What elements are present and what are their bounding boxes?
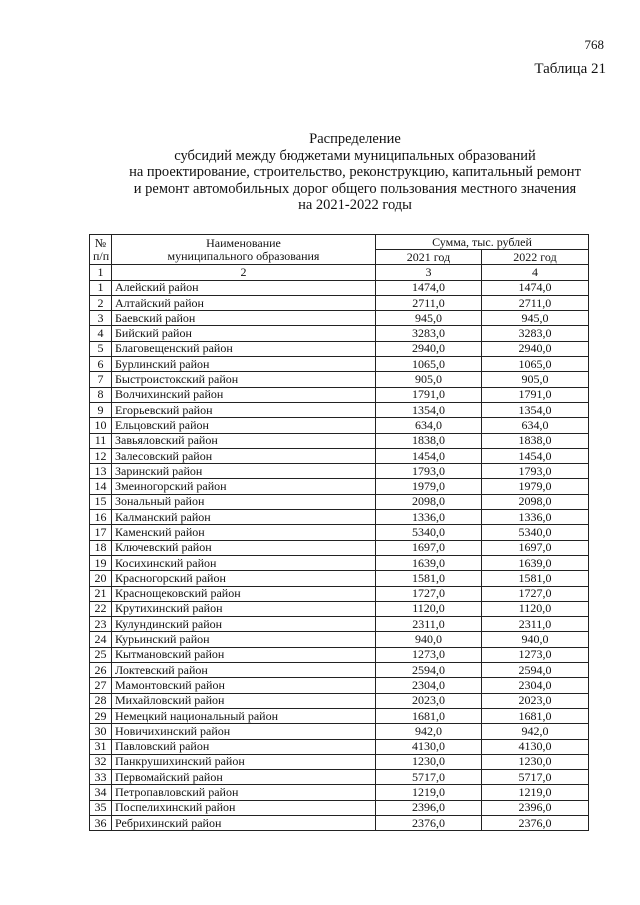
- table-row: [90, 601, 589, 616]
- row-number: 14: [90, 479, 112, 494]
- row-number: 15: [90, 494, 112, 509]
- amount-2021: 1697,0: [376, 540, 482, 555]
- title-line: на 2021-2022 годы: [298, 197, 412, 213]
- amount-2022: 2594,0: [482, 663, 589, 678]
- municipality-name: Михайловский район: [112, 693, 376, 708]
- table-row: [90, 295, 589, 310]
- amount-2022: 2098,0: [482, 494, 589, 509]
- row-number: 21: [90, 586, 112, 601]
- amount-2021: 2376,0: [376, 815, 482, 830]
- amount-2022: 1681,0: [482, 708, 589, 723]
- amount-2021: 2304,0: [376, 678, 482, 693]
- row-number: 30: [90, 724, 112, 739]
- amount-2022: 1838,0: [482, 433, 589, 448]
- table-row: [90, 418, 589, 433]
- title-line: Распределение: [309, 131, 401, 147]
- amount-2021: 5717,0: [376, 770, 482, 785]
- municipality-name: Курьинский район: [112, 632, 376, 647]
- subsidy-table: [89, 234, 589, 831]
- row-number: 13: [90, 464, 112, 479]
- table-row: [90, 586, 589, 601]
- table-row: [90, 663, 589, 678]
- row-number: 3: [90, 311, 112, 326]
- amount-2021: 942,0: [376, 724, 482, 739]
- row-number: 28: [90, 693, 112, 708]
- header-name: [112, 235, 376, 265]
- municipality-name: Бийский район: [112, 326, 376, 341]
- municipality-name: Заринский район: [112, 464, 376, 479]
- amount-2022: 1979,0: [482, 479, 589, 494]
- header-number-line2: п/п: [93, 248, 110, 263]
- table-row: [90, 785, 589, 800]
- amount-2022: 2396,0: [482, 800, 589, 815]
- amount-2022: 1581,0: [482, 571, 589, 586]
- amount-2022: 5340,0: [482, 525, 589, 540]
- row-number: 19: [90, 555, 112, 570]
- municipality-name: Благовещенский район: [112, 341, 376, 356]
- table-row: [90, 571, 589, 586]
- amount-2021: 1474,0: [376, 280, 482, 295]
- page-number: 768: [584, 37, 604, 52]
- municipality-name: Павловский район: [112, 739, 376, 754]
- municipality-name: Петропавловский район: [112, 785, 376, 800]
- column-index-1: 1: [90, 265, 112, 280]
- municipality-name: Мамонтовский район: [112, 678, 376, 693]
- amount-2021: 905,0: [376, 372, 482, 387]
- document-title: [90, 131, 620, 214]
- amount-2022: 940,0: [482, 632, 589, 647]
- header-2021: 2021 год: [376, 250, 482, 265]
- table-header: [90, 235, 589, 281]
- municipality-name: Крутихинский район: [112, 601, 376, 616]
- municipality-name: Завьяловский район: [112, 433, 376, 448]
- table-row: [90, 387, 589, 402]
- amount-2021: 940,0: [376, 632, 482, 647]
- column-index-2: 2: [112, 265, 376, 280]
- amount-2022: 3283,0: [482, 326, 589, 341]
- amount-2022: 2940,0: [482, 341, 589, 356]
- table-row: [90, 617, 589, 632]
- municipality-name: Первомайский район: [112, 770, 376, 785]
- amount-2021: 1120,0: [376, 601, 482, 616]
- amount-2021: 3283,0: [376, 326, 482, 341]
- table-row: [90, 525, 589, 540]
- row-number: 27: [90, 678, 112, 693]
- row-number: 17: [90, 525, 112, 540]
- municipality-name: Поспелихинский район: [112, 800, 376, 815]
- title-line: на проектирование, строительство, реконструкцию, капитальный ремонт: [129, 164, 581, 180]
- table-row: [90, 433, 589, 448]
- amount-2022: 2304,0: [482, 678, 589, 693]
- amount-2022: 942,0: [482, 724, 589, 739]
- amount-2021: 1979,0: [376, 479, 482, 494]
- amount-2021: 1454,0: [376, 448, 482, 463]
- row-number: 26: [90, 663, 112, 678]
- header-name-line1: Наименование: [206, 235, 281, 250]
- amount-2021: 1581,0: [376, 571, 482, 586]
- column-index-3: 3: [376, 265, 482, 280]
- amount-2022: 1454,0: [482, 448, 589, 463]
- row-number: 24: [90, 632, 112, 647]
- municipality-name: Бурлинский район: [112, 357, 376, 372]
- municipality-name: Немецкий национальный район: [112, 708, 376, 723]
- table-row: [90, 739, 589, 754]
- row-number: 16: [90, 510, 112, 525]
- amount-2022: 1120,0: [482, 601, 589, 616]
- municipality-name: Залесовский район: [112, 448, 376, 463]
- table-row: [90, 770, 589, 785]
- amount-2022: 1065,0: [482, 357, 589, 372]
- municipality-name: Егорьевский район: [112, 402, 376, 417]
- municipality-name: Зональный район: [112, 494, 376, 509]
- municipality-name: Алтайский район: [112, 295, 376, 310]
- column-index-4: 4: [482, 265, 589, 280]
- table-body: [90, 280, 589, 831]
- row-number: 29: [90, 708, 112, 723]
- amount-2022: 2311,0: [482, 617, 589, 632]
- amount-2021: 5340,0: [376, 525, 482, 540]
- municipality-name: Ребрихинский район: [112, 815, 376, 830]
- municipality-name: Быстроистокский район: [112, 372, 376, 387]
- row-number: 31: [90, 739, 112, 754]
- header-2022: 2022 год: [482, 250, 589, 265]
- table-row: [90, 341, 589, 356]
- municipality-name: Краснощековский район: [112, 586, 376, 601]
- row-number: 12: [90, 448, 112, 463]
- row-number: 35: [90, 800, 112, 815]
- amount-2021: 2311,0: [376, 617, 482, 632]
- row-number: 10: [90, 418, 112, 433]
- table-row: [90, 724, 589, 739]
- row-number: 20: [90, 571, 112, 586]
- amount-2021: 1230,0: [376, 754, 482, 769]
- amount-2021: 2023,0: [376, 693, 482, 708]
- municipality-name: Кулундинский район: [112, 617, 376, 632]
- amount-2021: 1793,0: [376, 464, 482, 479]
- municipality-name: Новичихинский район: [112, 724, 376, 739]
- row-number: 5: [90, 341, 112, 356]
- table-row: [90, 464, 589, 479]
- amount-2021: 1354,0: [376, 402, 482, 417]
- amount-2022: 1354,0: [482, 402, 589, 417]
- municipality-name: Каменский район: [112, 525, 376, 540]
- row-number: 8: [90, 387, 112, 402]
- table-row: [90, 372, 589, 387]
- amount-2022: 634,0: [482, 418, 589, 433]
- amount-2022: 1793,0: [482, 464, 589, 479]
- row-number: 32: [90, 754, 112, 769]
- municipality-name: Калманский район: [112, 510, 376, 525]
- amount-2021: 634,0: [376, 418, 482, 433]
- table-row: [90, 540, 589, 555]
- row-number: 1: [90, 280, 112, 295]
- row-number: 18: [90, 540, 112, 555]
- amount-2022: 1474,0: [482, 280, 589, 295]
- amount-2022: 2023,0: [482, 693, 589, 708]
- amount-2022: 945,0: [482, 311, 589, 326]
- amount-2022: 1336,0: [482, 510, 589, 525]
- row-number: 25: [90, 647, 112, 662]
- amount-2021: 1273,0: [376, 647, 482, 662]
- amount-2022: 2376,0: [482, 815, 589, 830]
- row-number: 34: [90, 785, 112, 800]
- header-sum: Сумма, тыс. рублей: [376, 235, 589, 250]
- amount-2022: 1639,0: [482, 555, 589, 570]
- table-row: [90, 815, 589, 830]
- table-row: [90, 311, 589, 326]
- amount-2022: 1791,0: [482, 387, 589, 402]
- row-number: 36: [90, 815, 112, 830]
- table-row: [90, 708, 589, 723]
- header-number: [90, 235, 112, 265]
- row-number: 33: [90, 770, 112, 785]
- table-row: [90, 494, 589, 509]
- table-row: [90, 448, 589, 463]
- amount-2021: 1639,0: [376, 555, 482, 570]
- header-number-line1: №: [94, 235, 107, 250]
- row-number: 11: [90, 433, 112, 448]
- table-row: [90, 678, 589, 693]
- amount-2022: 1230,0: [482, 754, 589, 769]
- amount-2022: 1697,0: [482, 540, 589, 555]
- amount-2021: 2396,0: [376, 800, 482, 815]
- municipality-name: Кытмановский район: [112, 647, 376, 662]
- municipality-name: Красногорский район: [112, 571, 376, 586]
- row-number: 7: [90, 372, 112, 387]
- table-row: [90, 357, 589, 372]
- amount-2021: 2098,0: [376, 494, 482, 509]
- amount-2021: 945,0: [376, 311, 482, 326]
- amount-2022: 1273,0: [482, 647, 589, 662]
- table-row: [90, 280, 589, 295]
- municipality-name: Алейский район: [112, 280, 376, 295]
- amount-2021: 1336,0: [376, 510, 482, 525]
- table-row: [90, 632, 589, 647]
- row-number: 6: [90, 357, 112, 372]
- amount-2021: 4130,0: [376, 739, 482, 754]
- amount-2022: 5717,0: [482, 770, 589, 785]
- row-number: 2: [90, 295, 112, 310]
- amount-2022: 905,0: [482, 372, 589, 387]
- municipality-name: Локтевский район: [112, 663, 376, 678]
- amount-2022: 2711,0: [482, 295, 589, 310]
- municipality-name: Баевский район: [112, 311, 376, 326]
- amount-2021: 1727,0: [376, 586, 482, 601]
- table-row: [90, 479, 589, 494]
- title-line: и ремонт автомобильных дорог общего пользования местного значения: [133, 180, 577, 197]
- municipality-name: Змеиногорский район: [112, 479, 376, 494]
- municipality-name: Ельцовский район: [112, 418, 376, 433]
- municipality-name: Ключевский район: [112, 540, 376, 555]
- amount-2021: 1219,0: [376, 785, 482, 800]
- row-number: 22: [90, 601, 112, 616]
- amount-2022: 4130,0: [482, 739, 589, 754]
- table-row: [90, 555, 589, 570]
- title-line: субсидий между бюджетами муниципальных образований: [174, 147, 536, 164]
- table-row: [90, 326, 589, 341]
- amount-2021: 2594,0: [376, 663, 482, 678]
- row-number: 4: [90, 326, 112, 341]
- municipality-name: Волчихинский район: [112, 387, 376, 402]
- header-name-line2: муниципального образования: [167, 248, 320, 263]
- table-row: [90, 800, 589, 815]
- municipality-name: Косихинский район: [112, 555, 376, 570]
- amount-2022: 1219,0: [482, 785, 589, 800]
- table-row: [90, 647, 589, 662]
- table-row: [90, 402, 589, 417]
- table-row: [90, 754, 589, 769]
- row-number: 9: [90, 402, 112, 417]
- amount-2021: 2940,0: [376, 341, 482, 356]
- table-row: [90, 510, 589, 525]
- amount-2022: 1727,0: [482, 586, 589, 601]
- amount-2021: 2711,0: [376, 295, 482, 310]
- amount-2021: 1838,0: [376, 433, 482, 448]
- row-number: 23: [90, 617, 112, 632]
- table-label: Таблица 21: [534, 61, 606, 77]
- table-row: [90, 693, 589, 708]
- amount-2021: 1065,0: [376, 357, 482, 372]
- municipality-name: Панкрушихинский район: [112, 754, 376, 769]
- amount-2021: 1681,0: [376, 708, 482, 723]
- amount-2021: 1791,0: [376, 387, 482, 402]
